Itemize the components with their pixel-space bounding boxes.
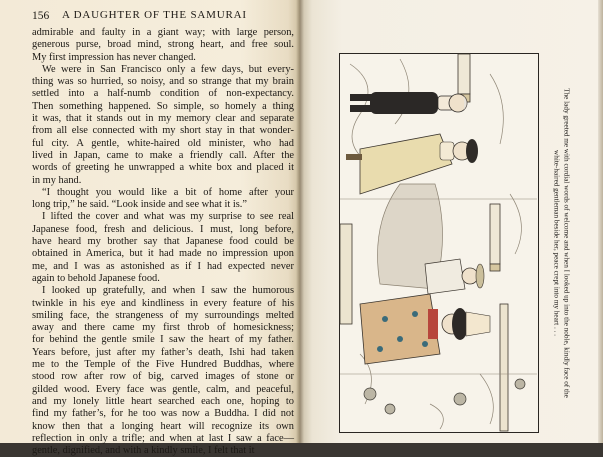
text-line: from all else connected with my short stay in that wonder- xyxy=(32,125,294,137)
text-line: me, and I was as astonished as if I had expected never xyxy=(32,260,294,272)
text-line: and my lonely little heart searched each one, hoping to xyxy=(32,395,294,407)
text-line: it was, that it stands out in my memory clear and separate xyxy=(32,113,294,125)
text-line: stood row after row of big, carved images of stone or xyxy=(32,371,294,383)
text-line: Then something happened. So simple, so homely a thing xyxy=(32,100,294,112)
text-line: lived in Japan, came to make a friendly call. After the xyxy=(32,149,294,161)
text-line: away and there came my first throb of homesickness; xyxy=(32,322,294,334)
body-text xyxy=(32,27,294,457)
page-edge xyxy=(598,0,603,443)
text-line: thing was so hurried, so noisy, and so strange that my brain xyxy=(32,76,294,88)
text-line: words of greeting he unwrapped a white box and placed it xyxy=(32,162,294,174)
left-page xyxy=(0,0,300,457)
text-line: I looked up gratefully, and when I saw the humorous xyxy=(42,285,294,297)
text-line: have heard my brother say that Japanese food could be xyxy=(32,236,294,248)
illustration-plate xyxy=(339,53,539,433)
text-line: obtained in America, but it had made no impression upon xyxy=(32,248,294,260)
text-line: admirable and faulty in a giant way; with large person, xyxy=(32,27,294,38)
caption-text xyxy=(551,56,570,430)
text-line: ful city. A gentle, white-haired old minister, who had xyxy=(32,137,294,149)
text-line: I lifted the cover and what was my surprise to see real xyxy=(42,211,294,223)
caption-line: white-haired gentleman beside her, peace crept into my heart . . . xyxy=(553,150,561,336)
text-line: gentle, dignified, and with a kindly smile, I felt that it xyxy=(32,445,255,457)
illustration-drawing xyxy=(340,54,537,431)
text-line: gilded wood. Every face was gentle, calm, and peaceful, xyxy=(32,383,294,395)
text-line: for behind the gentle smile I saw the heart of my father. xyxy=(32,334,294,346)
running-head xyxy=(32,9,294,25)
illustration-caption xyxy=(546,56,576,430)
text-line: smiling face, the strangeness of my surroundings melted xyxy=(32,309,294,321)
text-line: in my hand. xyxy=(32,174,82,186)
book-gutter xyxy=(296,0,304,443)
text-line: Years before, just after my father’s death, Ishi had taken xyxy=(32,346,294,358)
text-line: find my father’s, for he too was now a Buddha. I did not xyxy=(32,408,294,420)
text-line: We were in San Francisco only a few days, but every- xyxy=(42,63,294,75)
text-line: reflection in only a trifle; and when at last I saw a face— xyxy=(32,432,294,444)
text-line: generous purse, broad mind, strong heart, and free soul. xyxy=(32,39,294,51)
text-line: long trip,” he said. “Look inside and see what it is.” xyxy=(32,199,247,211)
text-line: My first impression has never changed. xyxy=(32,51,196,63)
text-line: me to the Temple of the Five Hundred Buddhas, where xyxy=(32,359,294,371)
caption-line: The lady greeted me with cordial words of welcome and when I looked up into the noble, kindly face of the xyxy=(562,88,571,398)
text-line: settled into a half-numb condition of non-expectancy. xyxy=(32,88,294,100)
page-number: 156 xyxy=(32,10,50,22)
text-line: know then that a longing heart will recognize its own xyxy=(32,420,294,432)
text-line: “I thought you would like a bit of home after your xyxy=(42,186,294,198)
text-line: twinkle in his eye and kindliness in every feature of his xyxy=(32,297,294,309)
text-line: again to behold Japanese food. xyxy=(32,272,160,284)
text-line: Japanese food, fresh and delicious. I must, long before, xyxy=(32,223,294,235)
book-title: A DAUGHTER OF THE SAMURAI xyxy=(62,9,247,21)
